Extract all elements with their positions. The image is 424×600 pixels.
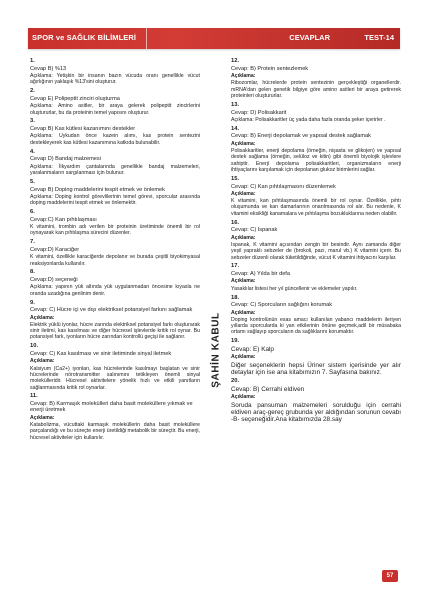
answer-text: Cevap: C) Sporcuların sağlığını korumak — [231, 302, 333, 309]
answer-item — [30, 209, 200, 237]
answer-item — [231, 263, 401, 292]
answer-item — [231, 295, 401, 336]
question-number: 20. — [231, 378, 240, 385]
answer-item — [30, 179, 200, 207]
explanation-text: Açıklama: Doping kontrol görevlilerinin temel görevi, sporcular arasında doping maddelerini tespit etmek ve önlemektir. — [30, 193, 200, 207]
explanation-label: Açıklama: — [231, 394, 256, 401]
answer-item — [30, 118, 200, 146]
explanation-label: Açıklama: — [231, 309, 256, 316]
answer-text: Cevap B) Doping maddelerini tespit etmek ve önlemek — [30, 186, 165, 193]
answer-text: Cevap B) %13 — [30, 65, 67, 72]
question-number: 11. — [30, 393, 38, 400]
answer-item — [231, 338, 401, 376]
answer-text: Cevap: A) Yılda bir defa — [231, 271, 290, 278]
question-number: 3. — [30, 118, 35, 125]
question-number: 10. — [30, 343, 39, 350]
answer-text: Cevap: B) Cerrahi eldiven — [231, 386, 305, 394]
question-number: 13. — [231, 101, 240, 108]
answer-item — [30, 300, 200, 341]
answer-text: Cevap D) Bandaj malzemesi — [30, 156, 101, 163]
answer-item — [30, 149, 200, 177]
question-number: 8. — [30, 269, 35, 276]
answer-text: Cevap: B) Enerji depolamak ve yapısal destek sağlamak — [231, 133, 371, 140]
explanation-text: Ribozomlar, hücrelerde protein sentezinin gerçekleştiği organellerdir. mRNA'dan gelen genetik bilgiye göre amino asitleri bir araya getirerek proteinleri oluştururlar. — [231, 80, 401, 99]
explanation-text: Kalsiyum (Ca2+) iyonları, kas hücrelerinde kasılmayı başlatan ve sinir hücrelerinde nörotransmitter salınımını tetikleyen önemli sinyal molekülleridir. Hücresel aktivitelere yönelik hızlı ve etkili yanıtların sağlanmasında kritik rol oynarlar. — [30, 365, 200, 391]
question-number: 5. — [30, 178, 35, 185]
answer-item — [231, 126, 401, 174]
answer-item — [231, 58, 401, 99]
question-number: 17. — [231, 263, 240, 270]
question-number: 15. — [231, 175, 240, 182]
left-column — [30, 58, 200, 443]
question-number: 6. — [30, 208, 35, 215]
explanation-text: Katabolizma, vücuttaki karmaşık moleküllerin daha basit moleküllere parçalandığı ve bu süreçte enerji üretildiği metabolik bir süreçtir. Bu enerji, hücresel aktiviteler için kullanılır. — [30, 422, 200, 441]
explanation-label: Açıklama: — [30, 314, 55, 321]
question-number: 1. — [30, 58, 35, 64]
explanation-text: Açıklama: yapının yük altında yük uygulanmadan öncesine kıyasla ne oranda uzadığına genlinim denir. — [30, 284, 200, 297]
answer-text: Cevap:D) Karaciğer — [30, 246, 80, 253]
question-number: 9. — [30, 299, 35, 306]
answer-item — [30, 393, 200, 441]
answer-item — [231, 378, 401, 423]
explanation-text: Diğer seçeneklerin hepsi Üriner sistem içerisinde yer alır detaylar için ise ana kitabımızın 7. Sayfasına bakınız. — [231, 361, 401, 376]
answer-item — [30, 58, 200, 86]
question-number: 16. — [231, 219, 240, 226]
header-section: CEVAPLAR — [289, 33, 330, 42]
explanation-text: Yasaklılar listesi her yıl güncellenir ve eklemeler yapılır. — [231, 285, 358, 292]
explanation-label: Açıklama: — [231, 190, 256, 197]
question-number: 19. — [231, 338, 240, 345]
explanation-label: Açıklama: — [231, 278, 256, 285]
question-number: 18. — [231, 294, 240, 301]
answer-text: Cevap: E) Kalp — [231, 346, 274, 354]
answer-text: Cevap E) Polipeptit zinciri oluşturma — [30, 95, 120, 102]
question-number: 7. — [30, 239, 35, 246]
header-subject: SPOR ve SAĞLIK BİLİMLERİ — [32, 33, 137, 42]
answer-item — [30, 343, 200, 391]
question-number: 2. — [30, 88, 35, 95]
explanation-text: Elektrik yüklü iyonlar, hücre zarında elektriksel potansiyel farkı oluşturarak sinir iletimi, kas kasılması ve diğer hücresel işlevlerde kritik rol oynar. Bu potansiyel fark, iyonların hücre zarından kontrollü geçişi ile sağlanır. — [30, 321, 200, 341]
explanation-text: K vitamini, özellikle karaciğerde depolanır ve burada çeşitli biyokimyasal reaksiyonlarda kullanılır. — [30, 254, 200, 267]
author-name: ŞAHİN KABUL — [210, 312, 222, 388]
answer-item — [231, 102, 401, 123]
answer-item — [231, 220, 401, 261]
explanation-label: Açıklama: — [30, 358, 55, 365]
answer-text: Cevap: C) Hücre içi ve dışı elektriksel potansiyel farkını sağlamak — [30, 307, 193, 314]
explanation-label: Açıklama: — [231, 354, 256, 361]
question-number: 12. — [231, 58, 240, 64]
answer-item — [231, 176, 401, 217]
explanation-label: Açıklama: — [30, 414, 55, 421]
explanation-text: K vitamini, trombin adı verilen bir proteinin üretiminde önemli bir rol oynayarak kan pıhtılaşma sürecini düzenler. — [30, 224, 200, 237]
answer-item — [30, 239, 200, 267]
answer-item — [30, 88, 200, 116]
explanation-text: Açıklama: Polisakkaritler üç yada daha fazla oranda şeker içerirler . — [231, 116, 386, 123]
answer-text: Cevap: B) Protein sentezlemek — [231, 65, 309, 72]
explanation-label: Açıklama: — [231, 234, 256, 241]
header-test-number: TEST-14 — [364, 33, 394, 42]
explanation-text: Doping kontrolünün esas amacı kullanılan yabancı maddelerin ileriyen yıllarda sporcularda ki yan etkilerinin önüne geçmek,adil bir müsabaka ortamı sağlayıp sporcuların da sağlıklarını korumaktır. — [231, 316, 401, 336]
explanation-text: Açıklama: İlkyardım çantalarında genellikle bandaj malzemeleri, yaralanmaların sargılanması için bulunur. — [30, 163, 200, 176]
answer-item — [30, 269, 200, 297]
explanation-text: Polisakkaritler, enerji depolama (örneğin, nişasta ve glikojen) ve yapısal destek sağlama (örneğin, selüloz ve kitin) gibi önemli biyolojik işlevlere sahiptir. Enerji depolama polisakkaritleri, organizmaların enerji ihtiyaçlarını karşılamak için depolanan glukoz birimlerini sağlar. — [231, 148, 401, 173]
answer-text: Cevap: D) Polisakkarit — [231, 109, 287, 116]
side-label — [206, 300, 226, 400]
question-number: 14. — [231, 125, 240, 132]
answer-text: Cevap: C) Kan pıhtılaşmasını düzenlemek — [231, 183, 336, 190]
answer-text: Cevap: C) Kas kasılması ve sinir iletiminde sinyal iletmek — [30, 351, 172, 358]
explanation-text: Açıklama: Amino asitler, bir araya gelerek polipeptit zincirlerini oluştururlar, bu da proteinin temel yapısını oluşturur. — [30, 103, 200, 116]
explanation-text: Soruda pansuman malzemeleri sorulduğu için cerrahi eldiven araç-gereç grubunda yer aldığından sorunun cevabı -B- seçeneğidir.Ana kitabımızda 28.say — [231, 401, 401, 424]
explanation-label: Açıklama: — [231, 73, 256, 80]
answer-text: Cevap:C) Kan pıhtılaşması — [30, 216, 97, 223]
page-header — [28, 28, 400, 49]
answer-text: Cevap: C) Ispanak — [231, 227, 278, 234]
explanation-label: Açıklama: — [231, 140, 256, 147]
answer-text: Cevap:D) seçeneği — [30, 277, 78, 284]
answer-text: Cevap: B) Karmaşık molekülleri daha basit moleküllere yıkmak ve enerji üretmek — [30, 401, 193, 414]
answer-text: Cevap B) Kas kütlesi kazanımını destekler — [30, 126, 136, 133]
right-column — [231, 58, 401, 426]
explanation-text: Açıklama: Yetişkin bir insanın bazın vücuda oranı genellikle vücut ağırlığının yaklaşık %13'sini oluşturur. — [30, 73, 200, 86]
question-number: 4. — [30, 148, 35, 155]
explanation-text: K vitamini, kan pıhtılaşmasında önemli bir rol oynar. Özellikle, pıhtı oluşumunda ve kan damarlarının onarılmasında rol alır. Bu nedenle, K vitamini eksikliği kanamalara ve pıhtılaşma bozukluklarına neden olabilir. — [231, 198, 401, 217]
explanation-text: Ispanak, K vitamini açısından zengin bir besindir. Aynı zamanda diğer yeşil yapraklı sebzeler de (brokoli, pazı, marul vb.) K vitamini içerir. Bu sebzeler düzenli olarak tüketildiğinde, vücut K vitamini ihtiyacını karşılar. — [231, 241, 401, 261]
page-number: 57 — [382, 570, 398, 582]
explanation-text: Açıklama: Uykudan önce kazein alımı, kas protein sentezini destekleyerek kas kütlesi kazanımına katkıda bulunabilir. — [30, 133, 200, 146]
